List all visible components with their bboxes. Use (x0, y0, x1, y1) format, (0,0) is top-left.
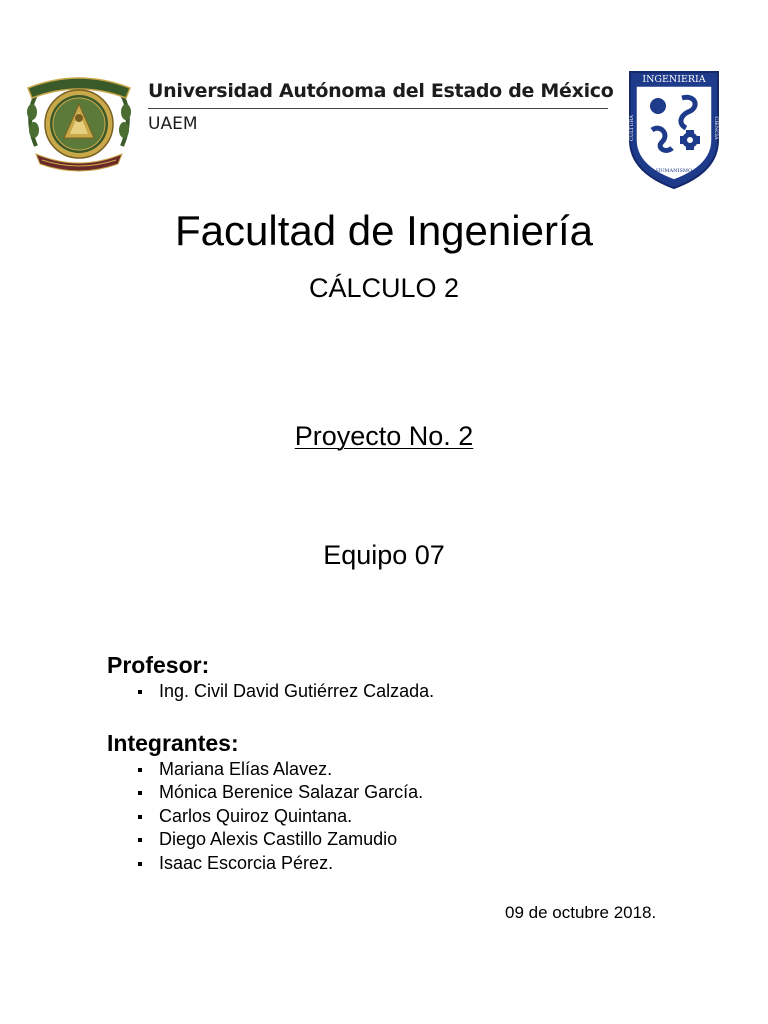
document-header (0, 0, 768, 200)
header-divider (148, 108, 608, 109)
team-title: Equipo 07 (323, 540, 445, 570)
list-item (134, 805, 423, 828)
shield-right-text: CIENCIA (713, 116, 719, 140)
shield-left-text: CULTURA (629, 115, 635, 141)
list-item (134, 781, 423, 804)
members-heading: Integrantes: (107, 730, 239, 756)
shield-bottom-text: HUMANISMO (655, 168, 693, 174)
university-abbreviation: UAEM (148, 114, 198, 134)
bullet-icon (138, 690, 142, 694)
project-title-text: Proyecto No. 2 (294, 421, 474, 451)
shield-title-text: INGENIERIA (642, 74, 706, 85)
university-name: Universidad Autónoma del Estado de México (148, 80, 614, 102)
faculty-title: Facultad de Ingeniería (175, 207, 593, 254)
member-name: Isaac Escorcia Pérez. (159, 852, 334, 873)
subject-title: CÁLCULO 2 (308, 273, 460, 303)
list-item (134, 852, 423, 875)
bullet-icon (138, 768, 142, 772)
bullet-icon (138, 791, 142, 795)
members-list (134, 758, 423, 875)
bullet-icon (138, 862, 142, 866)
engineering-shield-logo (626, 68, 722, 190)
professor-name: Ing. Civil David Gutiérrez Calzada. (159, 681, 435, 701)
uaem-seal-logo (22, 68, 136, 174)
member-name: Diego Alexis Castillo Zamudio (159, 829, 398, 850)
bullet-icon (138, 815, 142, 819)
bullet-icon (138, 838, 142, 842)
project-title (0, 418, 768, 454)
document-date: 09 de octubre 2018. (505, 903, 657, 922)
list-item (134, 758, 423, 781)
professor-heading: Profesor: (107, 652, 210, 678)
list-item (134, 680, 434, 703)
member-name: Mariana Elías Alavez. (159, 759, 333, 779)
list-item (134, 828, 423, 851)
member-name: Mónica Berenice Salazar García. (159, 782, 424, 803)
professor-list (134, 680, 434, 703)
member-name: Carlos Quiroz Quintana. (159, 805, 353, 826)
